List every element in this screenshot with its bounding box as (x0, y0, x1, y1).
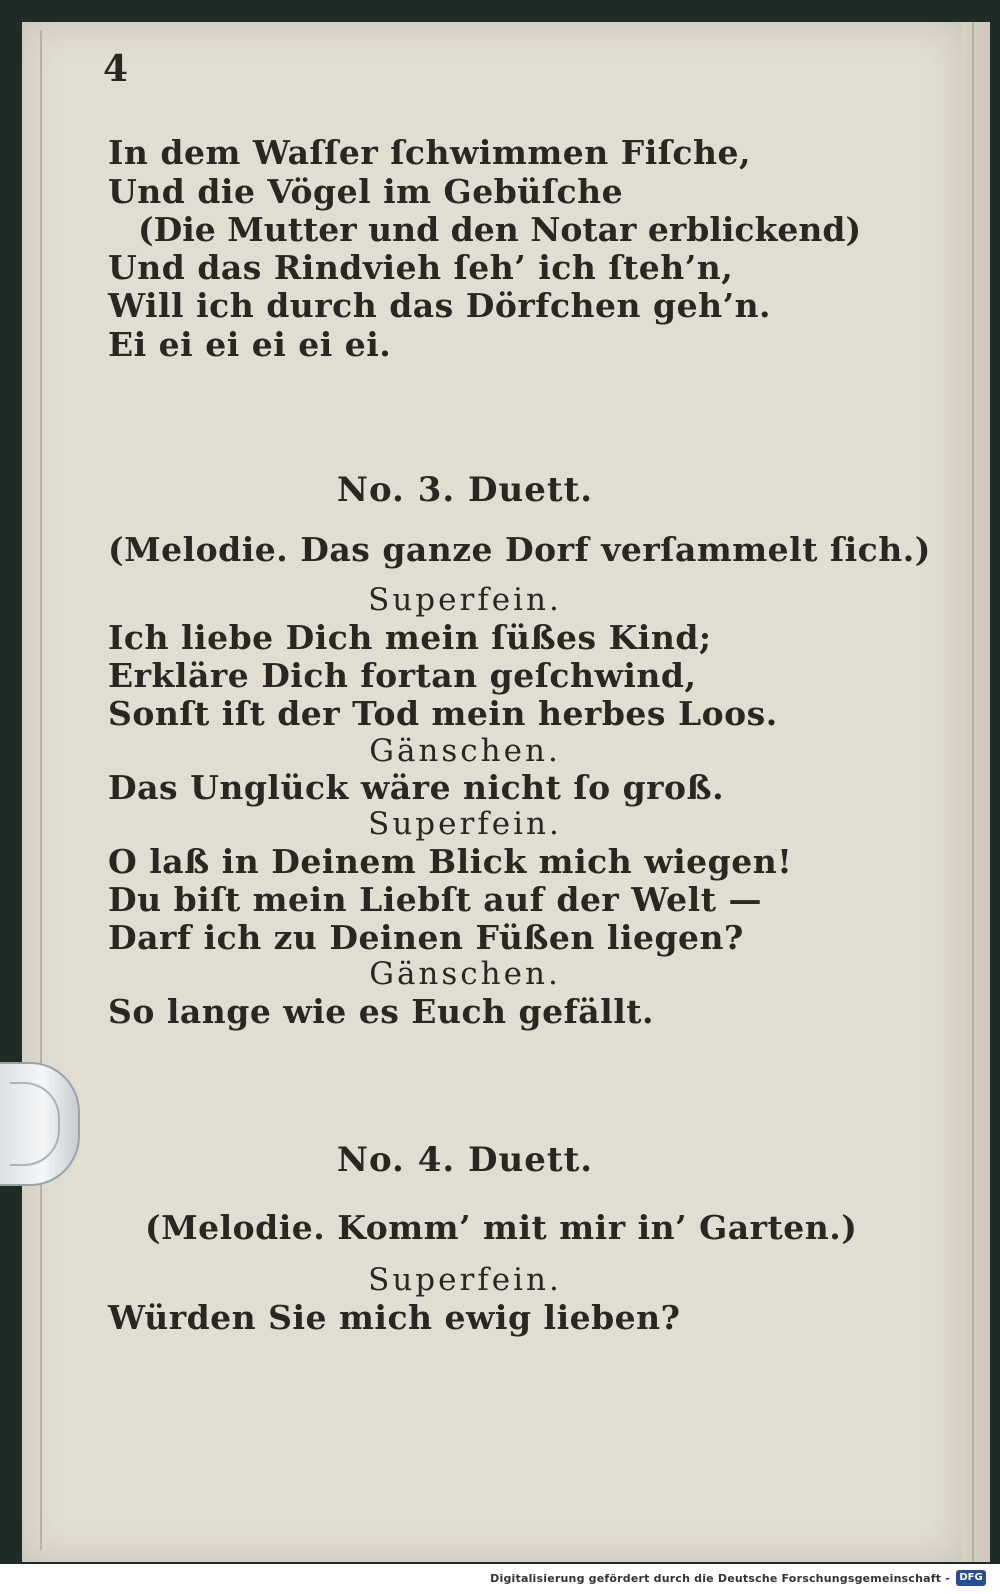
verse-line: Du biſt mein Liebſt auf der Welt — (108, 880, 762, 919)
verse-line: Ich liebe Dich mein ſüßes Kind; (108, 618, 712, 657)
gutter-line (40, 30, 42, 1550)
page-edge-line (972, 22, 974, 1562)
verse-line: Darf ich zu Deinen Füßen liegen? (108, 918, 744, 957)
section-heading: No. 3. Duett. (336, 470, 594, 510)
verse-line: Und das Rindvieh ſeh’ ich ſteh’n, (108, 248, 734, 287)
verse-line: Erkläre Dich fortan geſchwind, (108, 656, 697, 695)
credit-text: Digitalisierung gefördert durch die Deutsche Forschungsgemeinschaft - (490, 1572, 950, 1585)
speaker-name: Superfein. (368, 582, 562, 618)
speaker-name: Gänschen. (369, 956, 561, 992)
verse-line: Will ich durch das Dörfchen geh’n. (108, 286, 772, 325)
melody-note: (Melodie. Komm’ mit mir in’ Garten.) (145, 1208, 858, 1247)
melody-note: (Melodie. Das ganze Dorf verſammelt ſich.) (108, 530, 931, 569)
page-number: 4 (103, 48, 129, 90)
speaker-name: Superfein. (368, 806, 562, 842)
speaker-name: Gänschen. (369, 733, 561, 769)
section-heading: No. 4. Duett. (336, 1140, 594, 1180)
verse-line: Ei ei ei ei ei ei. (108, 325, 392, 364)
verse-line: O laß in Deinem Blick mich wiegen! (108, 842, 793, 881)
verse-line: Das Unglück wäre nicht ſo groß. (108, 768, 725, 807)
verse-line: Sonſt iſt der Tod mein herbes Loos. (108, 694, 778, 733)
verse-line: In dem Waſſer ſchwimmen Fiſche, (108, 133, 751, 172)
speaker-name: Superfein. (368, 1262, 562, 1298)
dfg-logo: DFG (956, 1570, 986, 1586)
verse-line: So lange wie es Euch gefällt. (108, 992, 654, 1031)
verse-line: Würden Sie mich ewig lieben? (108, 1298, 681, 1337)
stage-direction: (Die Mutter und den Notar erblickend) (138, 210, 862, 249)
verse-line: Und die Vögel im Gebüſche (108, 172, 624, 211)
